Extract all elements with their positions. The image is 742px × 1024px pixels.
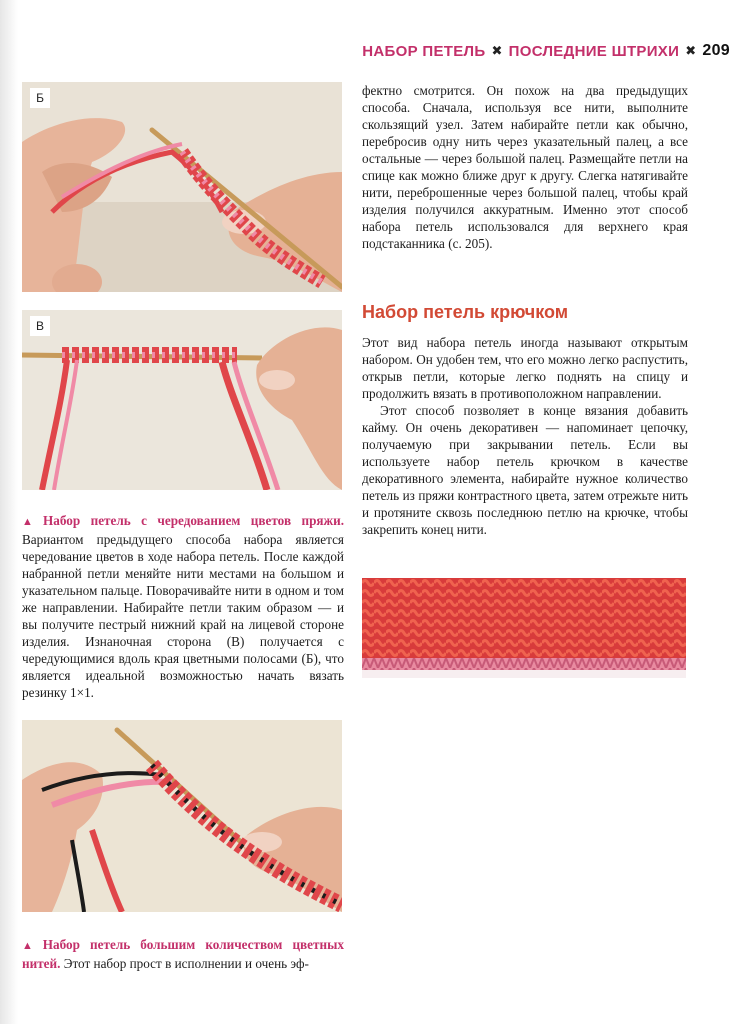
paragraph: фектно смотрится. Он похож на два предыдущих способа. Сначала, используя все нити, выполните скользящий узел. Затем набирайте петли как обычно, перебросив одну нить через указательный палец, а все остальные — через большой палец. Размещайте петли на спице как можно ближе друг к другу. Слегка натягивайте нити, переброшенные через большой палец, чтобы край изделия получился аккуратным. Именно этот способ набора петель использовался для верхнего края подстаканника (с. 205). xyxy=(362,83,688,251)
photo-label-v: В xyxy=(30,316,50,336)
photo-b-hands-knitting xyxy=(22,82,342,292)
caption-multicolor-threads xyxy=(22,936,344,972)
header-chapter: ПОСЛЕДНИЕ ШТРИХИ xyxy=(508,42,680,60)
header-separator-icon: ✖ xyxy=(491,43,503,58)
page-edge-shadow xyxy=(0,0,18,1024)
photo-crochet-edge-swatch xyxy=(362,578,686,678)
photo-v-cast-on-row xyxy=(22,310,342,490)
triangle-marker-icon: ▲ xyxy=(22,516,40,528)
caption-title: Набор петель большим количеством цветных нитей. xyxy=(22,937,344,971)
crochet-cast-on-text xyxy=(362,334,688,538)
paragraph: Этот вид набора петель иногда называют открытым набором. Он удобен тем, что его можно легко распустить, открыв петли, которые легко поднять на спицу и продолжить вязать в противоположном направлении. xyxy=(362,335,688,401)
photo-label-b: Б xyxy=(30,88,50,108)
page-number: 209 xyxy=(702,42,730,59)
paragraph: Этот способ позволяет в конце вязания добавить кайму. Он очень декоративен — напоминает цепочку, получаемую при закрывании петель. Если вы используете набор петель крючком в качестве декоративного элемента, набирайте нужное количество петель из пряжи контрастного цвета, затем отрежьте нить и протяните сквозь последнюю петлю на крючке, чтобы закрепить конец нити. xyxy=(362,403,688,537)
caption-body: Этот набор прост в исполнении и очень эф- xyxy=(63,956,309,971)
caption-title: Набор петель с чередованием цветов пряжи. xyxy=(43,513,345,528)
section-title: Набор петель крючком xyxy=(362,302,569,322)
header-separator-icon: ✖ xyxy=(685,43,697,58)
photo-multicolor-cast-on xyxy=(22,720,342,912)
triangle-marker-icon: ▲ xyxy=(22,940,40,952)
caption-color-alternation xyxy=(22,512,344,701)
continued-paragraph xyxy=(362,82,688,252)
running-header xyxy=(350,40,730,62)
caption-body: Вариантом предыдущего способа набора является чередование цветов в ходе набора петель. После каждой набранной петли меняйте нити местами на большом и указательном пальце. Поворачивайте нити в одном и том же направлении. Набирайте петли таким образом — и вы получите пестрый нижний край на лицевой стороне изделия. Изнаночная сторона (В) получается с чередующимися вдоль края цветными полосами (Б), что является идеальной возможностью начать вязать резинку 1×1. xyxy=(22,532,344,700)
header-section: НАБОР ПЕТЕЛЬ xyxy=(362,42,486,60)
